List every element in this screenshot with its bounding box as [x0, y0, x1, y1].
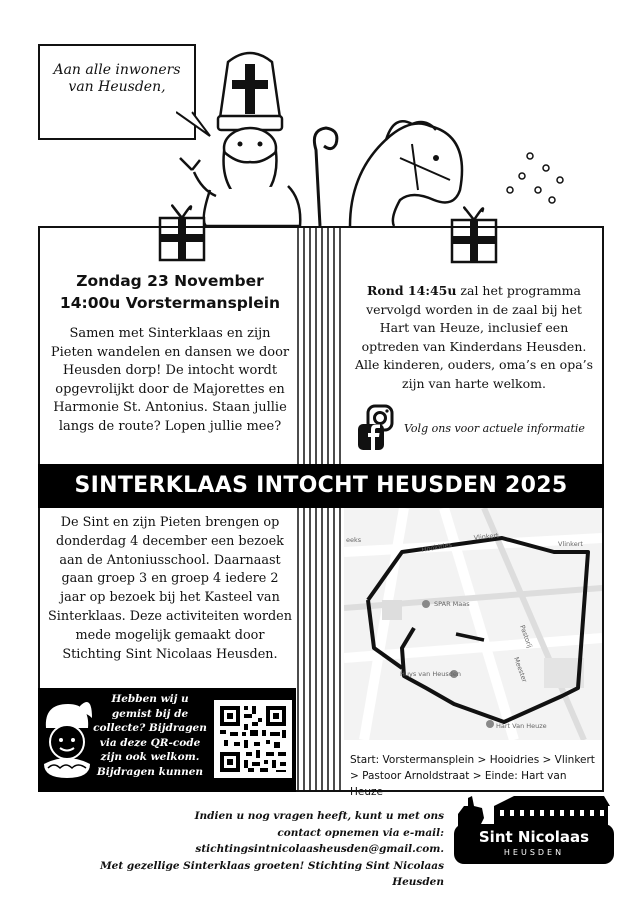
map-label-vlinkert-1: Vlinkert [473, 531, 500, 542]
program-text [350, 282, 598, 393]
logo-badge [454, 824, 614, 864]
footer-line-1: Indien u nog vragen heeft, kunt u met ons [194, 810, 444, 822]
event-heading [50, 270, 290, 314]
footer-line-3: Met gezellige Sinterklaas groeten! Stichting Sint Nicolaas Heusden [100, 859, 444, 888]
divider-stripes-top [296, 226, 344, 464]
map-label-spar: SPAR Maas [434, 600, 470, 608]
bubble-tail [176, 110, 216, 150]
logo-rider-building-icon [454, 792, 614, 826]
logo-title: Sint Nicolaas [478, 828, 590, 846]
divider-stripes-bottom [296, 508, 344, 792]
map-label-hooidries: Hooidries [420, 540, 453, 554]
school-visit-text: De Sint en zijn Pieten brengen op donderdag 4 december een bezoek aan de Antoniusschool. Daarnaast gaan groep 3 en groep 4 iedere 2 jaar op bezoek bij het Kasteel van Sinterklaas. Deze activiteiten worden mede mogelijk gemaakt door Stichting Sint Nicolaas Heusden. [48, 515, 292, 662]
program-time: Rond 14:45u [367, 283, 457, 298]
map-drawing [344, 508, 602, 740]
route-description: Start: Vorstermansplein > Hooidries > Vlinkert > Pastoor Arnoldstraat > Einde: Hart van Heuze [350, 754, 595, 798]
map-label-edge: eeks [346, 536, 362, 544]
program-body: zal het programma vervolgd worden in de zaal bij het Hart van Heuze, inclusief een optreden van Kinderdans Heusden. Alle kinderen, ouders, oma’s en opa’s zijn van harte welkom. [354, 283, 594, 391]
map-label-pastorij: Pastorij [518, 623, 534, 650]
map-label-hart: Hart Van Heuze [496, 722, 547, 730]
instagram-facebook-icon[interactable] [356, 404, 396, 456]
bubble-greeting: Aan alle inwoners van Heusden, [53, 62, 181, 95]
title-banner: SINTERKLAAS INTOCHT HEUSDEN 2025 [38, 464, 604, 508]
qr-code[interactable] [214, 700, 292, 778]
map-label-vlinkert-2: Vlinkert [558, 540, 583, 548]
collection-text: Hebben wij u gemist bij de collecte? Bijdragen via deze QR-code zijn ook welkom. Bijdragen kunnen [93, 693, 207, 778]
event-date: Zondag 23 November [76, 272, 264, 290]
piet-icon [40, 698, 94, 788]
event-description: Samen met Sinterklaas en zijn Pieten wandelen en dansen we door Heusden dorp! De intocht wordt opgevrolijkt door de Majorettes en Harmonie St. Antonius. Staan jullie langs de route? Lopen jullie mee? [50, 326, 290, 434]
footer-contact [60, 808, 444, 891]
map-label-meester: Meester [512, 655, 529, 684]
event-time-place: 14:00u Vorstermansplein [59, 294, 281, 312]
footer-line-2: contact opnemen via e-mail: stichtingsintnicolaasheusden@gmail.com. [195, 826, 444, 855]
logo-subtitle: HEUSDEN [503, 848, 565, 857]
speech-bubble [38, 44, 196, 140]
follow-text: Volg ons voor actuele informatie [404, 422, 585, 435]
map-label-huys: Huys van Heusden [400, 670, 461, 678]
route-map[interactable] [344, 508, 602, 740]
